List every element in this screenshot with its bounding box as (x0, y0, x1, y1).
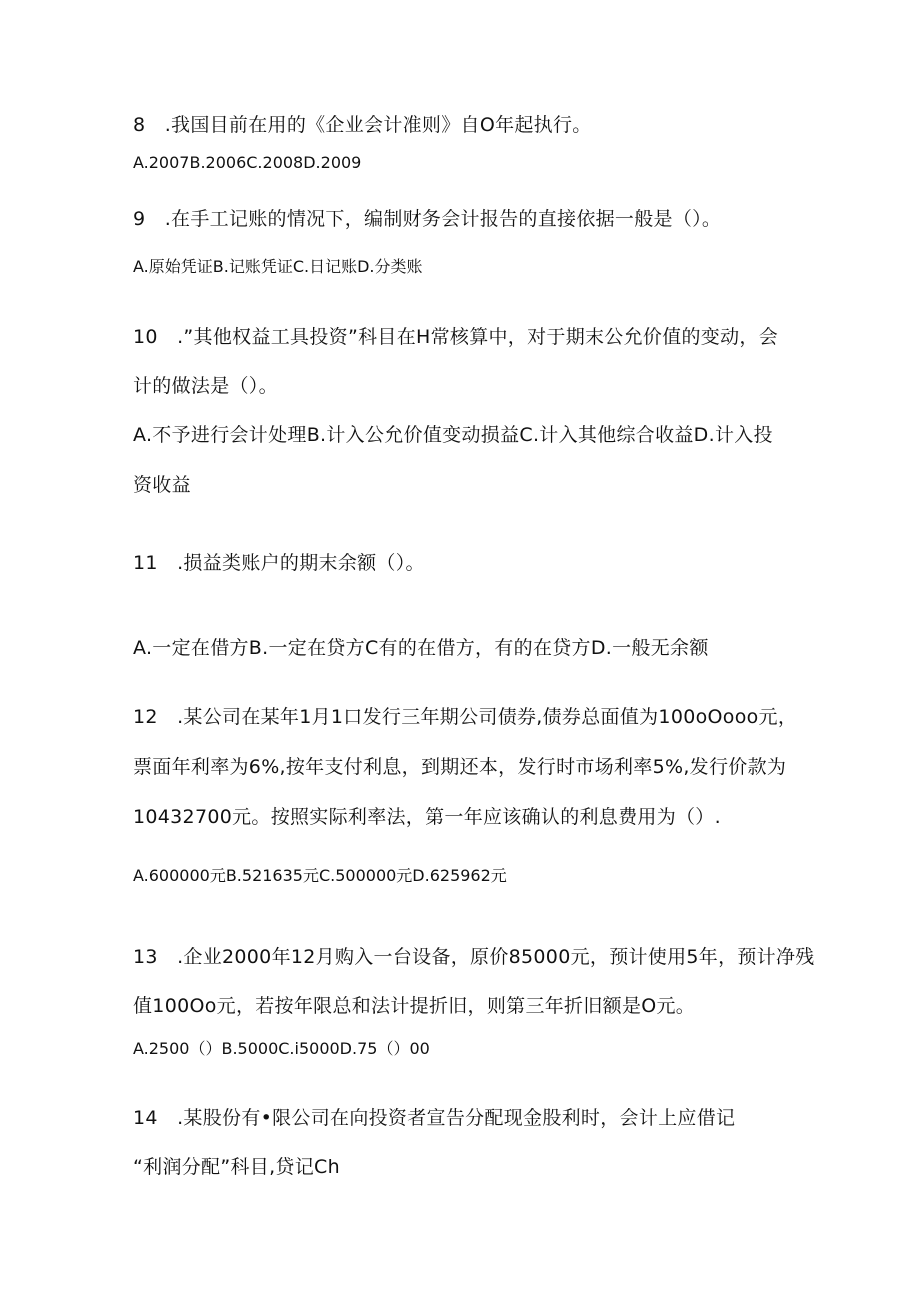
question-8-text: 8 .我国目前在用的《企业会计准则》自O年起执行。 (133, 114, 592, 136)
question-8-options: A.2007B.2006C.2008D.2009 (133, 153, 362, 172)
question-9-text: 9 .在手工记账的情况下，编制财务会计报告的直接依据一般是（）。 (133, 208, 722, 230)
question-10-text-line-1: 10 .”其他权益工具投资”科目在H常核算中，对于期末公允价值的变动，会 (133, 326, 778, 348)
question-13-text-line-1: 13 .企业2000年12月购入一台设备，原价85000元，预计使用5年，预计净残 (133, 946, 815, 968)
question-10-options-line-2: 资收益 (133, 474, 191, 496)
question-11-text: 11 .损益类账户的期末余额（）。 (133, 552, 425, 574)
question-13-text-line-2: 值100Oo元，若按年限总和法计提折旧，则第三年折旧额是O元。 (133, 995, 696, 1017)
question-11-options: A.一定在借方B.一定在贷方C有的在借方，有的在贷方D.一般无余额 (133, 637, 709, 659)
question-12-text-line-2: 票面年利率为6%,按年支付利息，到期还本，发行时市场利率5%,发行价款为 (133, 756, 787, 778)
question-12-text-line-1: 12 .某公司在某年1月1口发行三年期公司债券,债券总面值为100oOooo元， (133, 706, 798, 728)
question-13-options: A.2500（）B.5000C.i5000D.75（）00 (133, 1039, 430, 1058)
question-12-options: A.600000元B.521635元C.500000元D.625962元 (133, 866, 507, 885)
question-14-text-line-1: 14 .某股份有•限公司在向投资者宣告分配现金股利时，会计上应借记 (133, 1107, 736, 1129)
question-10-options-line-1: A.不予进行会计处理B.计入公允价值变动损益C.计入其他综合收益D.计入投 (133, 424, 773, 446)
question-10-text-line-2: 计的做法是（）。 (133, 375, 278, 397)
question-12-text-line-3: 10432700元。按照实际利率法，第一年应该确认的利息费用为（）. (133, 806, 721, 828)
question-9-options: A.原始凭证B.记账凭证C.日记账D.分类账 (133, 257, 423, 276)
question-14-text-line-2: “利润分配”科目,贷记Ch (133, 1156, 340, 1178)
